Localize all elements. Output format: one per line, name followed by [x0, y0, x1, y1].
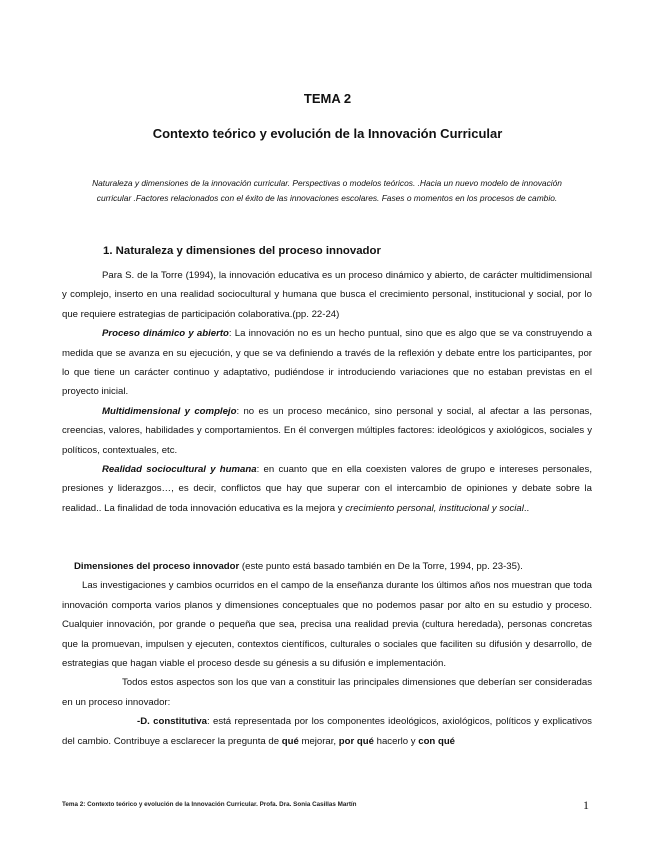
term-text: : no es un proceso mecánico, sino personal y social, al afectar a las personas, creencias, valores, habilidades y comportamientos. En él convergen múltiples factores: ideológicos y axiológicos, sociales y políticos, contextuales, etc. [62, 405, 592, 456]
term-label: -D. constitutiva [137, 716, 207, 728]
term-label: Multidimensional y complejo [102, 405, 237, 417]
dimensions-label: Dimensiones del proceso innovador [74, 561, 240, 572]
paragraph-dynamic [62, 324, 592, 402]
term-text: : está representada por los componentes ideológicos, axiológicos, políticos y explicativos del cambio. Contribuye a esclarecer la pregunta de [62, 716, 592, 747]
chapter-abstract: Naturaleza y dimensiones de la innovación curricular. Perspectivas o modelos teóricos. .Hacia un nuevo modelo de innovación curricular .Factores relacionados con el éxito de las innovaciones escolares. Fases o momentos en los procesos de cambio. [92, 178, 562, 203]
question-what: qué [281, 735, 299, 747]
paragraph-multidimensional [62, 402, 592, 460]
term-label: Proceso dinámico y abierto [102, 328, 229, 340]
dimensions-body [62, 557, 592, 751]
term-label: Realidad sociocultural y humana [102, 464, 257, 476]
term-italic: crecimiento personal, institucional y social [345, 502, 524, 514]
paragraph-aspects: Todos estos aspectos son los que van a constituir las principales dimensiones que deberían ser consideradas en un proceso innovador: [62, 677, 592, 708]
term-text: : en cuanto que en ella coexisten valores de grupo e intereses personales, presiones y liderazgos…, es decir, conflictos que hay que superar con el intercambio de opiniones y debate sobre la realidad.. La finalidad de toda innovación educativa es la mejora y [62, 464, 592, 514]
term-text: mejorar, [298, 735, 339, 747]
dimensions-source: (este punto está basado también en De la Torre, 1994, pp. 23-35). [239, 561, 523, 572]
term-text: : La innovación no es un hecho puntual, sino que es algo que se va construyendo a medida que se avanza en su ejecución, y que se va definiendo a través de la reflexión y debate entre los participantes, por lo que tiene un carácter continuo y adaptativo, pudiéndose ir introduciendo variaciones que no estaban previstas en el proyecto inicial. [62, 328, 592, 398]
question-why: por qué [338, 735, 374, 747]
term-end: .. [523, 502, 530, 514]
page-number: 1 [583, 798, 589, 812]
paragraph-constitutive [62, 712, 592, 751]
term-text: hacerlo y [373, 735, 419, 747]
section-body [62, 266, 592, 518]
chapter-number: TEMA 2 [303, 91, 352, 106]
section-heading: 1. Naturaleza y dimensiones del proceso innovador [103, 245, 381, 257]
question-with-what: con qué [418, 735, 456, 747]
paragraph-sociocultural [62, 460, 592, 518]
page-footer: Tema 2: Contexto teórico y evolución de la Innovación Curricular. Profa. Dra. Sonia Casillas Martín [62, 801, 357, 808]
chapter-title: Contexto teórico y evolución de la Innovación Curricular [152, 126, 503, 141]
dimensions-heading [62, 557, 592, 576]
paragraph-definition: Para S. de la Torre (1994), la innovación educativa es un proceso dinámico y abierto, de carácter multidimensional y complejo, inserto en una realidad sociocultural y humana que busca el crecimiento personal, institucional y social, por lo que requiere estrategias de participación colaborativa.(pp. 22-24) [62, 270, 592, 320]
paragraph-research: Las investigaciones y cambios ocurridos en el campo de la enseñanza durante los últimos años nos muestran que toda innovación comporta varios planos y dimensiones conceptuales que no podemos pasar por alto en su estudio y proceso. Cualquier innovación, por grande o pequeña que sea, precisa una realidad previa (cultura heredada), personas concretas que la promuevan, impulsen y ejecuten, contextos científicos, culturales o sociales que faciliten su difusión y desarrollo, de estrategias que hagan viable el proceso desde su génesis a su difusión e implementación. [62, 580, 592, 670]
